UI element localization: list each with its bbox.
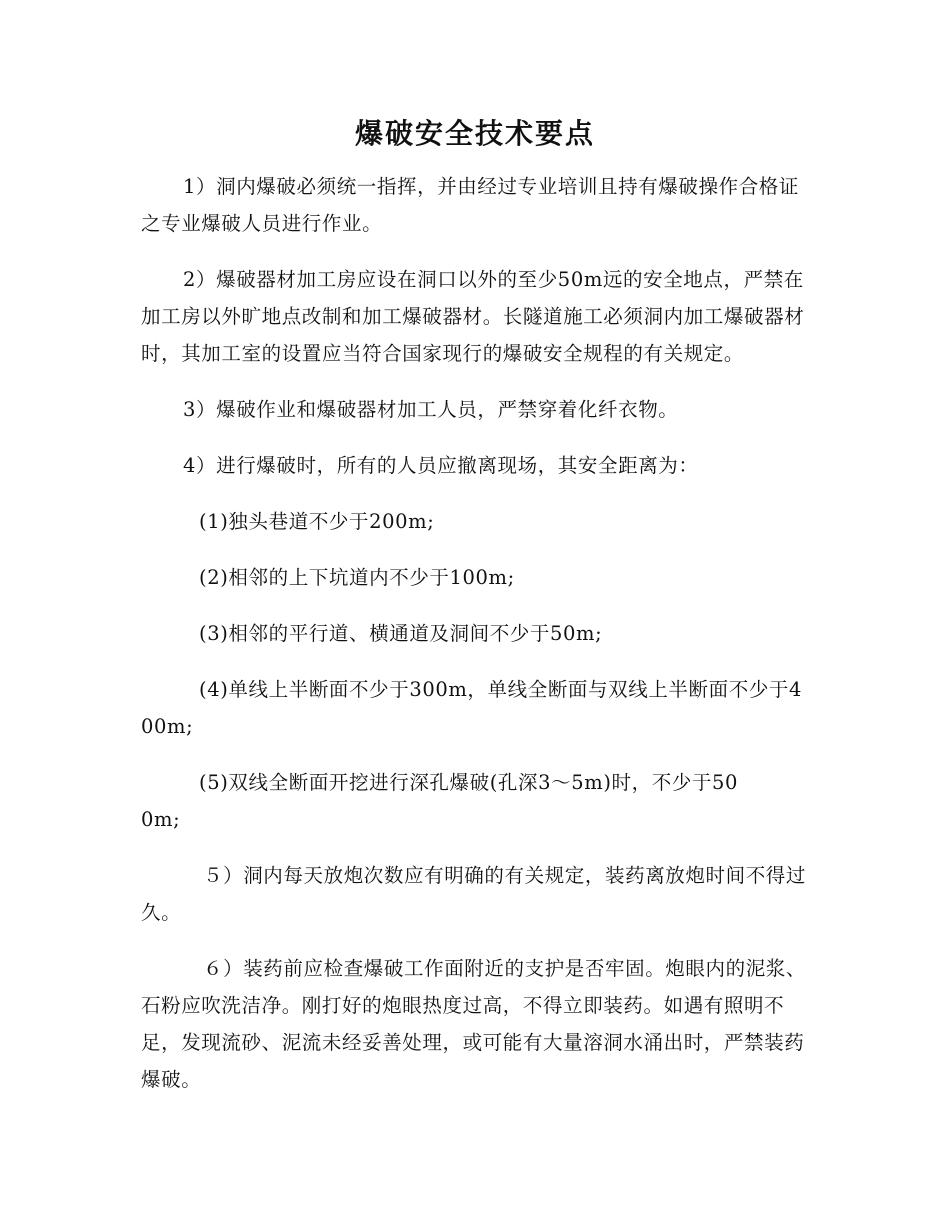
sub-item-2: (2)相邻的上下坑道内不少于100m; xyxy=(199,566,515,589)
document-body xyxy=(141,168,809,1117)
sub-item-3: (3)相邻的平行道、横通道及洞间不少于50m; xyxy=(199,622,603,645)
paragraph-5: ５）洞内每天放炮次数应有明确的有关规定，装药离放炮时间不得过久。 xyxy=(141,864,807,924)
sub-item-4: (4)单线上半断面不少于300m，单线全断面与双线上半断面不少于400m; xyxy=(141,678,803,738)
paragraph-6: ６）装药前应检查爆破工作面附近的支护是否牢固。炮眼内的泥浆、石粉应吹洗洁净。刚打好的炮眼热度过高，不得立即装药。如遇有照明不足，发现流砂、泥流未经妥善处理，或可能有大量溶洞水涌出时，严禁装药爆破。 xyxy=(141,957,807,1091)
sub-item-1: (1)独头巷道不少于200m; xyxy=(199,510,435,533)
sub-item-5: (5)双线全断面开挖进行深孔爆破(孔深3～5m)时，不少于500m; xyxy=(141,771,739,831)
paragraph-3: 3）爆破作业和爆破器材加工人员，严禁穿着化纤衣物。 xyxy=(183,398,679,421)
paragraph-2: 2）爆破器材加工房应设在洞口以外的至少50m远的安全地点，严禁在加工房以外旷地点改制和加工爆破器材。长隧道施工必须洞内加工爆破器材时，其加工室的设置应当符合国家现行的爆破安全规程的有关规定。 xyxy=(141,268,805,365)
paragraph-4: 4）进行爆破时，所有的人员应撤离现场，其安全距离为： xyxy=(183,454,699,477)
paragraph-1: 1）洞内爆破必须统一指挥，并由经过专业培训且持有爆破操作合格证之专业爆破人员进行作业。 xyxy=(141,175,800,235)
document-title: 爆破安全技术要点 xyxy=(354,117,595,150)
